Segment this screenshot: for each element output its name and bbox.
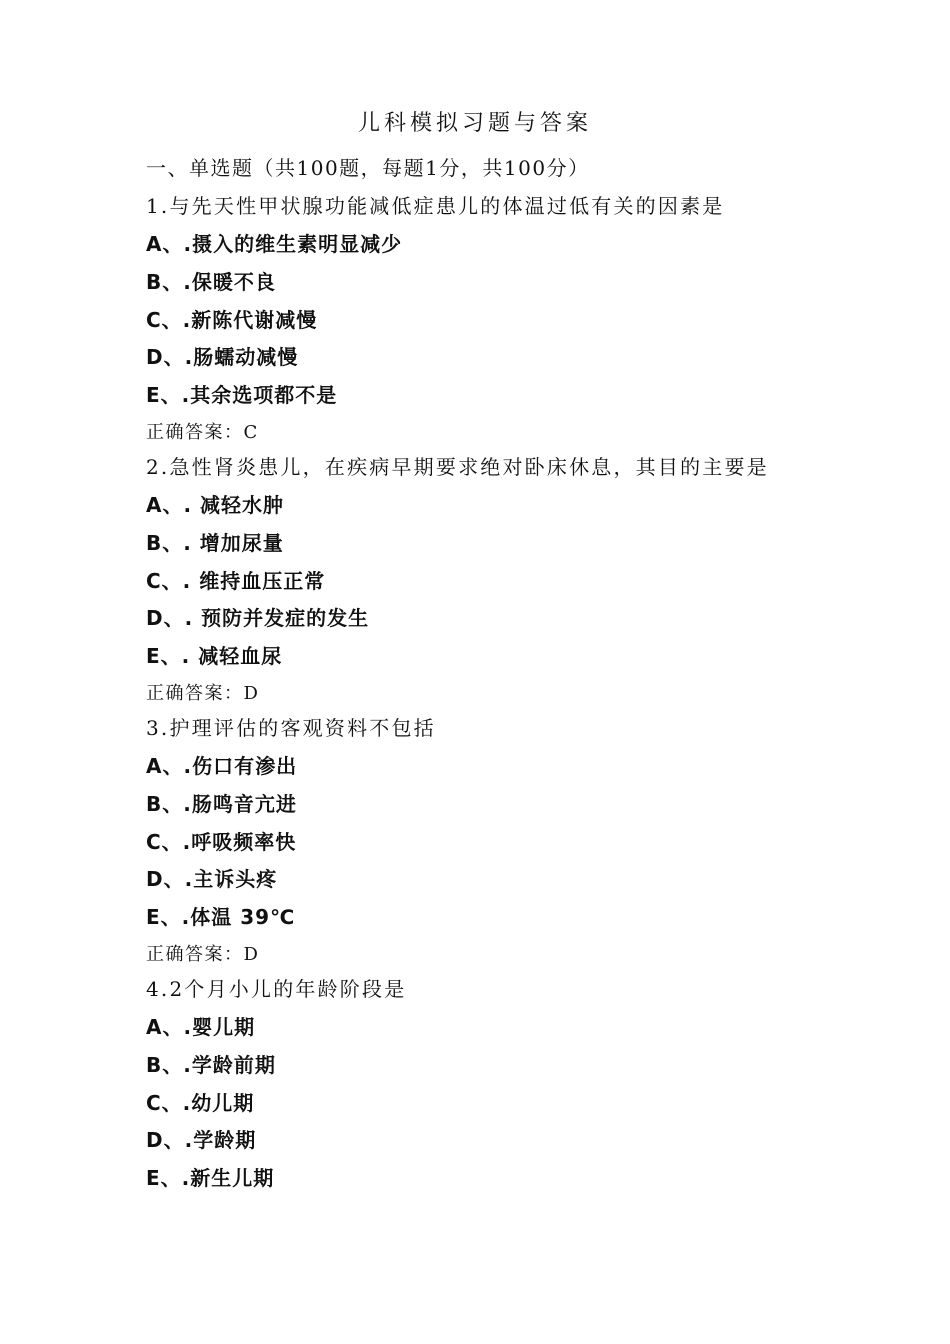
option-c: C、.新陈代谢减慢 bbox=[146, 308, 318, 332]
option-d: D、.学龄期 bbox=[146, 1128, 257, 1152]
option-b: B、. 增加尿量 bbox=[146, 531, 284, 555]
option-b: B、.学龄前期 bbox=[146, 1053, 276, 1077]
option-c: C、. 维持血压正常 bbox=[146, 569, 326, 593]
option-d: D、.主诉头疼 bbox=[146, 867, 278, 891]
option-d: D、.肠蠕动减慢 bbox=[146, 345, 299, 369]
question-stem: 2.急性肾炎患儿，在疾病早期要求绝对卧床休息，其目的主要是 bbox=[146, 455, 769, 479]
option-d: D、. 预防并发症的发生 bbox=[146, 606, 370, 630]
correct-answer: 正确答案：D bbox=[146, 944, 260, 965]
question-stem: 3.护理评估的客观资料不包括 bbox=[146, 716, 436, 740]
option-e: E、. 减轻血尿 bbox=[146, 644, 283, 668]
question-stem: 1.与先天性甲状腺功能减低症患儿的体温过低有关的因素是 bbox=[146, 194, 725, 218]
option-a: A、. 减轻水肿 bbox=[146, 493, 285, 517]
section-heading: 一、单选题（共100题，每题1分，共100分） bbox=[146, 156, 590, 180]
option-c: C、.幼儿期 bbox=[146, 1091, 255, 1115]
correct-answer: 正确答案：D bbox=[146, 683, 260, 704]
option-a: A、.伤口有渗出 bbox=[146, 754, 298, 778]
document-title: 儿科模拟习题与答案 bbox=[357, 111, 592, 136]
option-e: E、.其余选项都不是 bbox=[146, 383, 338, 407]
option-a: A、.婴儿期 bbox=[146, 1015, 256, 1039]
option-c: C、.呼吸频率快 bbox=[146, 830, 297, 854]
option-a: A、.摄入的维生素明显减少 bbox=[146, 232, 403, 256]
option-e: E、.体温 39℃ bbox=[146, 905, 296, 929]
question-stem: 4.2个月小儿的年龄阶段是 bbox=[146, 977, 407, 1001]
option-b: B、.保暖不良 bbox=[146, 270, 276, 294]
correct-answer: 正确答案：C bbox=[146, 422, 259, 443]
option-e: E、.新生儿期 bbox=[146, 1166, 275, 1190]
option-b: B、.肠鸣音亢进 bbox=[146, 792, 297, 816]
